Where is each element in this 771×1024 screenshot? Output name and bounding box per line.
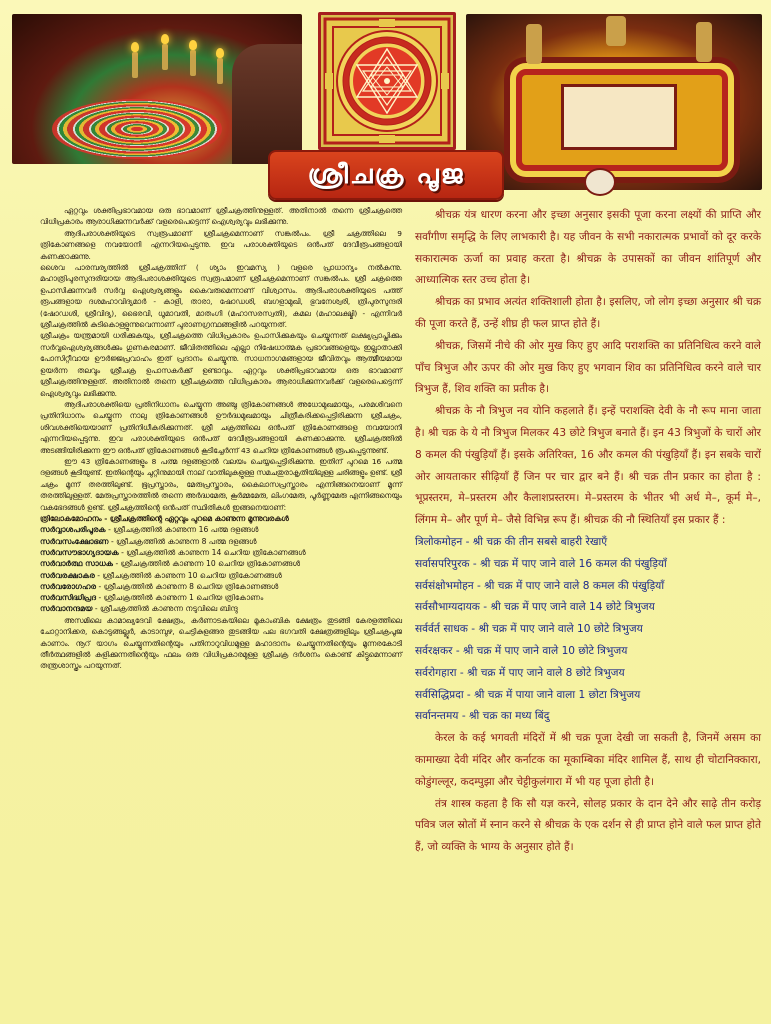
list-item: त्रिलोकमोहन - श्री चक्र की तीन सबसे बाहरी रेखाएँ [415,535,608,548]
ml-paragraph: ആദിപരാശക്തിയുടെ സ്വരൂപമാണ് ശ്രീചക്രമെന്നാണ് സങ്കൽപം. ശ്രീ ചക്രത്തിലെ 9 ത്രികോണങ്ങളെ നവയോനി എന്നറിയപ്പെടുന്നു. ഇവ പരാശക്തിയുടെ ഒൻപത് ദേവീരൂപങ്ങളായി കണക്കാക്കുന്നു. [40,228,402,261]
hindi-column [415,205,761,859]
ml-closing: അസമിലെ കാമാഖ്യദേവി ക്ഷേത്രം, കർണാടകയിലെ മൂകാംബിക ക്ഷേത്രം തുടങ്ങി കേരളത്തിലെ ചോറ്റാനിക്കര, കൊടുങ്ങല്ലൂർ, കാടാമ്പുഴ, ചെട്ടികുളങ്ങര തുടങ്ങിയ പല ഭഗവതി ക്ഷേത്രങ്ങളിലും ശ്രീചക്രപൂജ കാണാം. നൂറ് യാഗം ചെയ്യുന്നതിന്റെയും പതിനാറുവിധമുള്ള മഹാദാനം ചെയ്യുന്നതിന്റെയും മൂന്നരകോടി തീർത്ഥങ്ങളിൽ കുളിക്കുന്നതിന്റെയും ഫലം ഒരു വിധിപ്രകാരമുള്ള ശ്രീചക്ര ദർശനം കൊണ്ട് കിട്ടുമെന്നാണ് തന്ത്രശാസ്ത്രം പറയുന്നത്. [40,615,402,671]
list-item: सर्वरोगहारा - श्री चक्र में पाए जाने वाले 8 छोटे त्रिभुजय [415,666,625,679]
emblem-icon [584,168,616,196]
list-item: सर्वरक्षकर - श्री चक्र में पाए जाने वाले 10 छोटे त्रिभुजय [415,644,628,657]
list-item: सर्वसौभाग्यदायक - श्री चक्र में पाए जाने वाले 14 छोटे त्रिभुजय [415,601,655,614]
hi-paragraph: श्रीचक्र यंत्र धारण करना और इच्छा अनुसार इसकी पूजा करना लक्ष्यों की प्राप्ति और सर्वांगीण समृद्धि के लिए लाभकारी है। यह जीवन के सभी नकारात्मक प्रभावों को दूर करके सकारात्मक ऊर्जा का प्रवाह करता है। श्रीचक्र के उपासकों का जीवन शांतिपूर्ण और आध्यात्मिक स्तर उच्च होता है। [415,209,761,287]
list-item: സർവസിദ്ധിപ്രദ - ശ്രീചക്രത്തിൽ കാണുന്ന 1 ചെറിയ ത്രികോണം [40,593,264,603]
list-item: സർവാർത്ഥ സാധക - ശ്രീചക്രത്തിൽ കാണുന്ന 10 ചെറിയ ത്രികോണങ്ങൾ [40,559,301,569]
hi-paragraph: श्रीचक्र का प्रभाव अत्यंत शक्तिशाली होता है। इसलिए, जो लोग इच्छा अनुसार श्री चक्र की पूजा करते हैं, उन्हें शीघ्र ही फल प्राप्त होते हैं। [415,296,761,330]
title-banner [268,150,504,200]
list-item: സർവസംക്ഷോഭണ - ശ്രീചക്രത്തിൽ കാണുന്ന 8 പത്മ ദളങ്ങൾ [40,536,257,546]
list-item: सर्वासपरिपुरक - श्री चक्र में पाए जाने वाले 16 कमल की पंखुड़ियाँ [415,557,667,570]
photo-pooja-mandala [12,14,302,164]
list-item: सर्वसिद्धिप्रदा - श्री चक्र में पाया जाने वाला 1 छोटा त्रिभुजय [415,688,641,701]
hi-closing: तंत्र शास्त्र कहता है कि सौ यज्ञ करने, सोलह प्रकार के दान देने और साढ़े तीन करोड़ पवित्र जल स्रोतों में स्नान करने से श्रीचक्र के एक दर्शन से ही प्राप्त होने वाले फल प्राप्त होते हैं, जो व्यक्ति के भाग्य के अनुसार होते हैं। [415,797,761,854]
hi-closing: केरल के कई भगवती मंदिरों में श्री चक्र पूजा देखी जा सकती है, जिनमें असम का कामाख्या देवी मंदिर और कर्नाटक का मूकाम्बिका मंदिर शामिल हैं, साथ ही चोटानिक्कारा, कोडुंगल्लूर, कदम्पुझा और चेट्टीकुलंगारा में भी यह पूजा होती है। [415,732,761,788]
hi-paragraph: श्रीचक्र के नौ त्रिभुज नव योनि कहलाते हैं। इन्हें पराशक्ति देवी के नौ रूप माना जाता है। श्री चक्र के ये नौ त्रिभुज मिलकर 43 छोटे त्रिभुज बनाते हैं। इन 43 त्रिभुजों के चारों ओर 8 कमल की पंखुड़ियाँ हैं। इसके अतिरिक्त, 16 और कमल की पंखुड़ियाँ हैं। इन सबके चारों ओर आयताकार सीढ़ियाँ हैं जिन पर चार द्वार बने हैं। श्री चक्र तीन प्रकार का होता है : भूप्रस्तरम, मे–प्रस्तरम और कैलाशप्रस्तरम। मे–प्रस्तरम के भीतर भी अर्ध मे–, कूर्म मे–, लिंगम मे– और पूर्ण मे– जैसे विभिन्न रूप हैं। श्रीचक्र की नौ स्थितियाँ इस प्रकार हैं : [415,405,761,527]
list-item: सर्वसंक्षोभमोहन - श्री चक्र में पाए जाने वाले 8 कमल की पंखुड़ियाँ [415,579,665,592]
malayalam-column [40,205,402,672]
ml-levels-list [40,524,402,614]
ml-paragraph: ആദിപരാശക്തിയെ പ്രതിനിധാനം ചെയ്യുന്ന അഞ്ചു ത്രികോണങ്ങൾ അധോമുഖമായും, പരമശിവനെ പ്രതിനിധാനം ചെയ്യുന്ന നാലു ത്രികോണങ്ങൾ ഊർദ്ധമുഖമായും ചിത്രീകരിക്കപ്പെട്ടിരിക്കുന്ന ശ്രീചക്രം, ശിവശക്തിയെയാണ് പ്രതിനിധീകരിക്കുന്നത്. ശ്രീ ചക്രത്തിലെ ഒൻപത് ത്രികോണങ്ങളെ നവയോനി എന്നറിയപ്പെടുന്നു. ഇവ പരാശക്തിയുടെ ഒൻപത് ദേവീരൂപങ്ങളായി കണക്കാക്കുന്നു. ശ്രീചക്രത്തിൽ അടങ്ങിയിരിക്കുന്ന ഈ ഒൻപത് ത്രികോണങ്ങൾ കൂടിച്ചേർന്ന് 43 ചെറിയ ത്രികോണങ്ങൾ രൂപപ്പെടുന്നുണ്ട്. [40,399,402,455]
ml-paragraph: ഈ 43 ത്രികോണങ്ങളും 8 പത്മ ദളങ്ങളാൽ വലയം ചെയ്യപ്പെട്ടിരിക്കുന്നു. ഇതിന് പുറമെ 16 പത്മ ദളങ്ങൾ കൂടിയുണ്ട്. ഇതിന്റെയും ചുറ്റിനുമായി നാല് വാതിലുകളുള്ള സമചതുരാകൃതിയിലുള്ള ചരിങ്ങളും ഉണ്ട്. ശ്രീ ചക്രം മൂന്ന് തരത്തിലുണ്ട്. ഭൂപ്രസ്താരം, മേരുപ്രസ്താരം, കൈലാസപ്രസ്താരം എന്നിങ്ങനെയാണ് മൂന്ന് തരത്തിലുള്ളത്. മേരുപ്രസ്താരത്തിൽ തന്നെ അർദ്ധമേരു, കൂർമ്മമേരു, ലിംഗമേരു, പൂർണ്ണമേരു എന്നിങ്ങനെയും വകഭേദങ്ങൾ ഉണ്ട്. ശ്രീചക്രത്തിന്റെ ഒൻപത് സ്ഥിതികൾ ഇങ്ങനെയാണ്: [40,456,402,512]
list-item: सर्वानन्तमय - श्री चक्र का मध्य बिंदु [415,710,550,723]
ml-paragraph: ശ്രീചക്രം യന്ത്രമായി ധരിക്കുകയും, ശ്രീചക്രത്തെ വിധിപ്രകാരം ഉപാസിക്കുകയും ചെയ്യുന്നത് ലക്ഷ്യപ്രാപ്തിക്കും സർവ്വഐശ്വര്യങ്ങൾക്കും ഗുണകരമാണ്. ജീവിതത്തിലെ എല്ലാ നിഷേധാത്മക പ്രഭാവങ്ങളെയും ഇല്ലാതാക്കി പോസിറ്റീവായ ഊർജ്ജപ്രവാഹം ഇത് പ്രദാനം ചെയ്യുന്നു. സാധനാഗമങ്ങളായ ജീവിതവും ആത്മീയമായ ഉയർന്ന തലവും ശ്രീചക്ര ഉപാസകർക്ക് ഉണ്ടാവും. ഏറ്റവും ശക്തിപ്രഭാവമായ ഒരു ഭാവമാണ് ശ്രീചക്രത്തിനുള്ളത്. അതിനാൽ തന്നെ ശ്രീചക്രത്തെ വിധിപ്രകാരം ആരാധിക്കുന്നവർക്ക് വളരെപെട്ടെന്ന് ഐശ്വര്യവും ലഭിക്കുന്നു. [40,331,402,398]
hi-levels-list [415,532,761,728]
list-item: സർവ്വാശപരിപൂരക - ശ്രീചക്രത്തിൽ കാണുന്ന 16 പത്മ ദളങ്ങൾ [40,525,259,535]
list-item: സർവരോഗഹര - ശ്രീചക്രത്തിൽ കാണുന്ന 8 ചെറിയ ത്രികോണങ്ങൾ [40,581,279,591]
photo-temple-setup [466,14,762,190]
hi-paragraph: श्रीचक्र, जिसमें नीचे की ओर मुख किए हुए आदि पराशक्ति का प्रतिनिधित्व करने वाले पाँच त्रिभुज और ऊपर की ओर मुख किए हुए भगवान शिव का प्रतिनिधित्व करने वाले चार त्रिभुज हैं, शिव शक्ति का प्रतीक है। [415,339,761,396]
list-item: सर्वर्वर्त साधक - श्री चक्र में पाए जाने वाले 10 छोटे त्रिभुजय [415,623,643,636]
page-title: ശ്രീചക്ര പൂജ [307,159,465,190]
ml-levels-intro: ത്രിലോകമോഹനം - ശ്രീചക്രത്തിന്റെ ഏറ്റവും പുറമെ കാണുന്ന മൂന്നുവരകൾ [40,513,289,523]
list-item: സർവരക്ഷാകര - ശ്രീചക്രത്തിൽ കാണുന്ന 10 ചെറിയ ത്രികോണങ്ങൾ [40,570,282,580]
list-item: സർവസൗഭാഗ്യദായക - ശ്രീചക്രത്തിൽ കാണുന്ന 14 ചെറിയ ത്രികോണങ്ങൾ [40,547,306,557]
ml-paragraph: ശൈവ പാരമ്പര്യത്തിൽ ശ്രീചക്രത്തിന് ( ശ്യാം ഇവമസ്യ ) വളരെ പ്രാധാന്യം നൽകുന്നു. മഹാത്രിപുരസുന്ദരിയായ ആദിപരാശക്തിയുടെ സ്വരൂപമാണ് ശ്രീചക്രമെന്നാണ് സങ്കൽപം. ശ്രീ ചക്രത്തെ ഉപാസിക്കുന്നവർ സർവ്വ ഐശ്വര്യങ്ങളും കൈവരുമെന്നാണ് വിശ്വാസം. ആദിപരാശക്തിയുടെ പത്ത് രൂപങ്ങളായ ദശമഹാവിദ്യമാർ - കാളി, താരാ, ഷോഡശി, ബഗളാമുഖി, ഭുവനേശ്വരി, ത്രിപുരസുന്ദരി (ഷോഡശി, ശ്രീവിദ്യ), ഭൈരവി, ധൂമാവതി, മാതംഗി (മഹാസരസ്വതി), കമല (മഹാലക്ഷ്മി) - എന്നിവർ ശ്രീചക്രത്തിൽ കുടികൊള്ളുന്നുവെന്നാണ് പുരാണഗ്രന്ഥങ്ങളിൽ പറയുന്നത്. [40,263,402,330]
sri-chakra-icon [321,15,453,147]
sri-chakra-image [318,12,456,150]
list-item: സർവാനന്ദമയ - ശ്രീചക്രത്തിൽ കാണുന്ന നടുവിലെ ബിന്ദു [40,604,238,614]
ml-paragraph: ഏറ്റവും ശക്തിപ്രഭാവമായ ഒരു ഭാവമാണ് ശ്രീചക്രത്തിനുള്ളത്. അതിനാൽ തന്നെ ശ്രീചക്രത്തെ വിധിപ്രകാരം ആരാധിക്കുന്നവർക്ക് വളരെപെട്ടെന്ന് ഐശ്വര്യവും ലഭിക്കുന്നു. [40,206,402,227]
